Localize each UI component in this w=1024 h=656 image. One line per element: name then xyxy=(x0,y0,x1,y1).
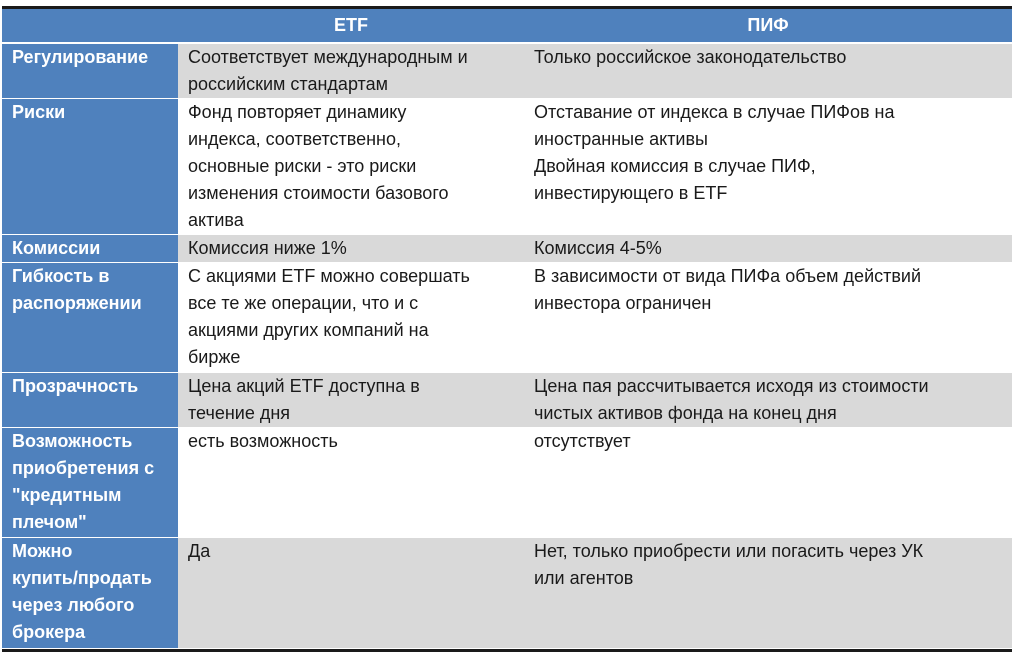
etf-cell xyxy=(178,263,524,373)
etf-line: Соответствует международным и xyxy=(188,47,468,67)
etf-line: есть возможность xyxy=(188,431,338,451)
header-pif: ПИФ xyxy=(524,9,1012,43)
etf-line: актива xyxy=(188,210,244,230)
pif-cell xyxy=(524,99,1012,235)
table-row-broker xyxy=(2,538,1012,648)
etf-line: Фонд повторяет динамику xyxy=(188,102,407,122)
row-label-line: приобретения с xyxy=(12,458,155,478)
etf-cell xyxy=(178,99,524,235)
pif-line: Нет, только приобрести или погасить через УК xyxy=(534,541,924,561)
header-corner-cell xyxy=(2,9,178,43)
etf-line: изменения стоимости базового xyxy=(188,183,449,203)
header-etf: ETF xyxy=(178,9,524,43)
pif-cell xyxy=(524,428,1012,538)
row-label-line: Риски xyxy=(12,102,66,122)
pif-cell xyxy=(524,373,1012,428)
pif-line: Двойная комиссия в случае ПИФ, xyxy=(534,156,816,176)
pif-line: В зависимости от вида ПИФа объем действий xyxy=(534,266,922,286)
table-row-transparency xyxy=(2,373,1012,428)
pif-line: инвестирующего в ETF xyxy=(534,183,728,203)
table-row-flexibility xyxy=(2,263,1012,373)
row-label xyxy=(2,428,178,538)
pif-line: отсутствует xyxy=(534,431,631,451)
etf-line: индекса, соответственно, xyxy=(188,129,401,149)
pif-cell xyxy=(524,263,1012,373)
comparison-table-frame xyxy=(2,6,1012,652)
row-label-line: через любого xyxy=(12,595,135,615)
etf-cell xyxy=(178,373,524,428)
pif-line: или агентов xyxy=(534,568,634,588)
row-label-line: Комиссии xyxy=(12,238,101,258)
etf-line: все те же операции, что и с xyxy=(188,293,419,313)
etf-line: акциями других компаний на xyxy=(188,320,429,340)
row-label-line: брокера xyxy=(12,622,86,642)
pif-cell xyxy=(524,235,1012,263)
row-label-line: купить/продать xyxy=(12,568,152,588)
table-row-leverage xyxy=(2,428,1012,538)
pif-line: инвестора ограничен xyxy=(534,293,712,313)
etf-line: основные риски - это риски xyxy=(188,156,417,176)
row-label-line: Прозрачность xyxy=(12,376,139,396)
row-label xyxy=(2,43,178,99)
row-label-line: "кредитным xyxy=(12,485,122,505)
etf-line: бирже xyxy=(188,347,241,367)
etf-line: Да xyxy=(188,541,211,561)
pif-line: Цена пая рассчитывается исходя из стоимости xyxy=(534,376,929,396)
pif-line: чистых активов фонда на конец дня xyxy=(534,403,837,423)
row-label-line: Можно xyxy=(12,541,73,561)
etf-line: течение дня xyxy=(188,403,291,423)
pif-line: Комиссия 4-5% xyxy=(534,238,662,258)
row-label-line: Возможность xyxy=(12,431,133,451)
etf-line: Цена акций ETF доступна в xyxy=(188,376,420,396)
etf-cell xyxy=(178,538,524,648)
etf-line: С акциями ETF можно совершать xyxy=(188,266,470,286)
table-row-fees xyxy=(2,235,1012,263)
row-label xyxy=(2,538,178,648)
row-label-line: распоряжении xyxy=(12,293,142,313)
row-label-line: Гибкость в xyxy=(12,266,110,286)
pif-line: Отставание от индекса в случае ПИФов на xyxy=(534,102,895,122)
etf-cell xyxy=(178,235,524,263)
pif-line: иностранные активы xyxy=(534,129,708,149)
etf-cell xyxy=(178,428,524,538)
row-label-line: Регулирование xyxy=(12,47,149,67)
row-label xyxy=(2,263,178,373)
etf-line: российским стандартам xyxy=(188,74,388,94)
row-label-line: плечом" xyxy=(12,512,87,532)
row-label xyxy=(2,235,178,263)
etf-vs-pif-table xyxy=(2,9,1012,648)
pif-line: Только российское законодательство xyxy=(534,47,847,67)
pif-cell xyxy=(524,538,1012,648)
row-label xyxy=(2,373,178,428)
etf-cell xyxy=(178,43,524,99)
row-label xyxy=(2,99,178,235)
table-header-row xyxy=(2,9,1012,43)
etf-line: Комиссия ниже 1% xyxy=(188,238,347,258)
table-row-risks xyxy=(2,99,1012,235)
pif-cell xyxy=(524,43,1012,99)
table-row-regulation xyxy=(2,43,1012,99)
